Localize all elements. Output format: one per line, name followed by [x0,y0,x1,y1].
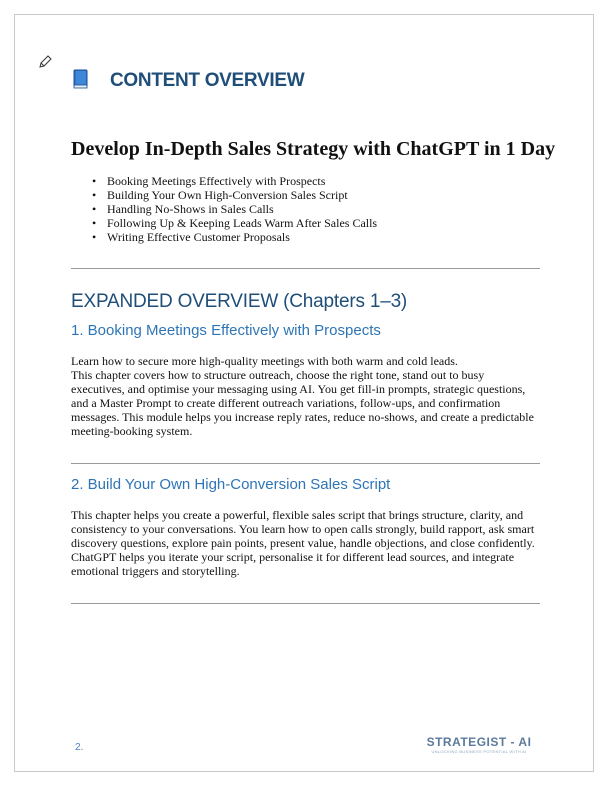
paragraph-line: messages. This module helps you increase reply rates, reduce no-shows, and create a predictable [71,410,534,424]
chapter-1-title: 1. Booking Meetings Effectively with Prospects [71,322,381,339]
chapter-1-description [71,354,541,438]
paragraph-line: and a Master Prompt to create different outreach variations, follow-ups, and confirmation [71,396,501,410]
document-title: Develop In-Depth Sales Strategy with ChatGPT in 1 Day [71,138,556,160]
pen-icon [38,55,52,69]
paragraph-line: meeting-booking system. [71,424,193,438]
logo-tagline: UNLOCKING BUSINESS POTENTIAL WITH AI [431,749,527,754]
divider [71,268,540,269]
list-item: • Building Your Own High-Conversion Sales Script [92,188,377,202]
divider [71,463,540,464]
paragraph-line: discovery questions, explore pain points, present value, handle objections, and close confidently. [71,536,535,550]
paragraph-line: This chapter helps you create a powerful, flexible sales script that brings structure, clarity, and [71,508,524,522]
brand-logo [424,736,534,754]
chapter-2-description [71,508,541,578]
section-title: CONTENT OVERVIEW [110,70,305,91]
paragraph-line: Learn how to secure more high-quality meetings with both warm and cold leads. [71,354,458,368]
list-item: • Writing Effective Customer Proposals [92,230,377,244]
list-item: • Booking Meetings Effectively with Prospects [92,174,377,188]
logo-text: STRATEGIST - AI [426,735,532,749]
chapter-2-title: 2. Build Your Own High-Conversion Sales Script [71,476,391,493]
list-item: • Following Up & Keeping Leads Warm After Sales Calls [92,216,377,230]
divider [71,603,540,604]
expanded-overview-heading: EXPANDED OVERVIEW (Chapters 1–3) [71,291,408,312]
paragraph-line: consistency to your conversations. You learn how to open calls strongly, build rapport, ask smart [71,522,535,536]
overview-list [92,174,377,244]
list-item: • Handling No-Shows in Sales Calls [92,202,377,216]
paragraph-line: This chapter covers how to structure outreach, choose the right tone, stand out to busy [71,368,485,382]
book-icon [73,69,89,89]
paragraph-line: emotional triggers and storytelling. [71,564,240,578]
page-number: 2. [75,742,84,753]
paragraph-line: ChatGPT helps you iterate your script, personalise it for different lead sources, and integrate [71,550,515,564]
paragraph-line: executives, and optimise your messaging using AI. You get fill-in prompts, strategic questions, [71,382,526,396]
